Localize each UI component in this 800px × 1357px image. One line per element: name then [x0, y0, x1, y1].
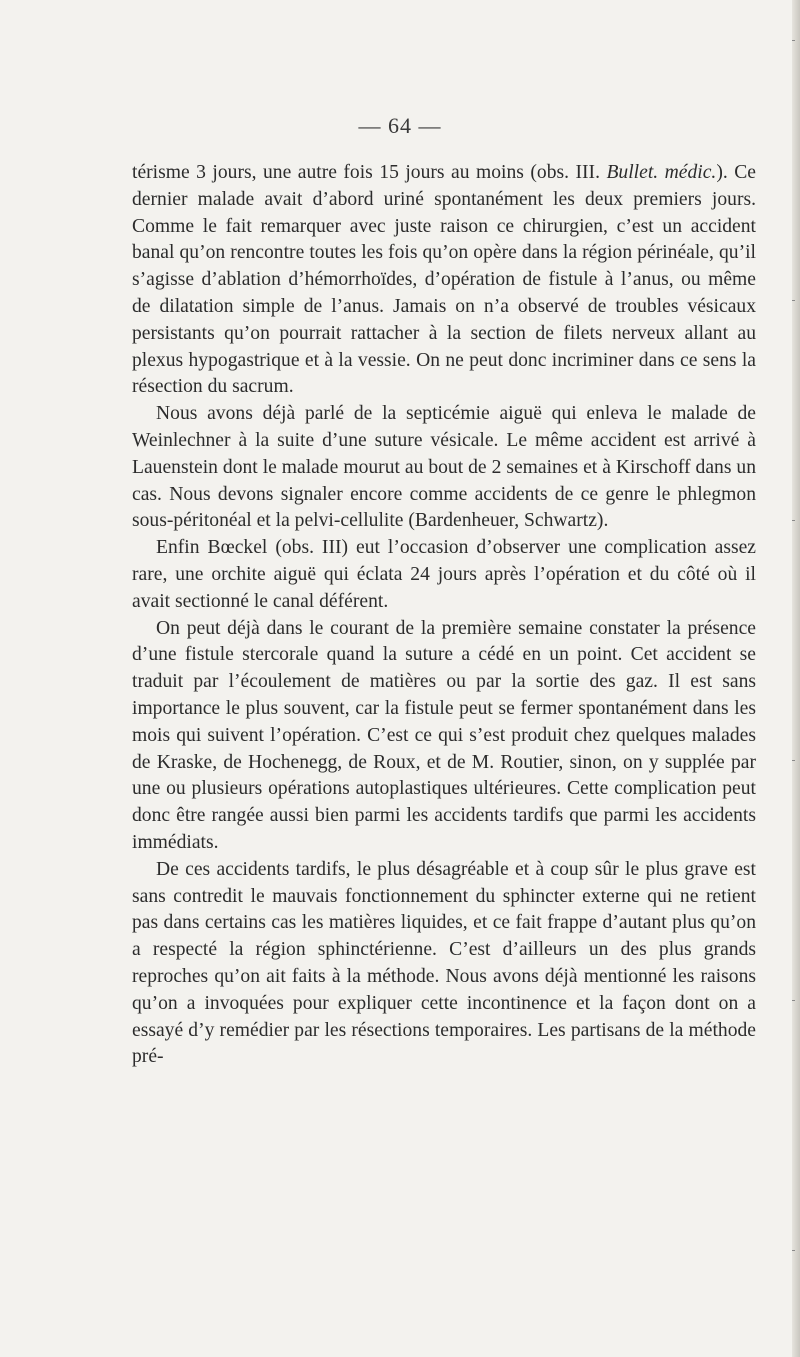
page-edge-shadow	[792, 0, 800, 1357]
body-text	[132, 160, 756, 1071]
paragraph-2: Nous avons déjà parlé de la septicémie aiguë qui enleva le malade de Weinlechner à la suite d’une suture vésicale. Le même accident est arrivé à Lauenstein dont le malade mourut au bout de 2 semaines et à Kirschoff dans un cas. Nous devons signaler encore comme accidents de ce genre le phlegmon sous-péritonéal et la pelvi-cellulite (Bardenheuer, Schwartz).	[132, 403, 756, 532]
edge-mark	[792, 1250, 795, 1251]
paragraph-text: térisme 3 jours, une autre fois 15 jours au moins (obs. III.	[132, 162, 607, 183]
edge-mark	[792, 40, 795, 41]
page-number-header: — 64 —	[358, 113, 442, 138]
paragraph-1	[132, 160, 756, 401]
edge-mark	[792, 300, 795, 301]
paragraph-4: On peut déjà dans le courant de la première semaine constater la présence d’une fistule stercorale quand la suture a cédé en un point. Cet accident se traduit par l’écoulement de matières ou par la sortie des gaz. Il est sans importance le plus souvent, car la fistule peut se fermer spontanément dans les mois qui suivent l’opération. C’est ce qui s’est produit chez quelques malades de Kraske, de Hochenegg, de Roux, et de M. Routier, sinon, on y supplée par une ou plusieurs opérations autoplastiques ultérieures. Cette complication peut donc être rangée aussi bien parmi les accidents tardifs que parmi les accidents immédiats.	[132, 617, 756, 853]
paragraph-3: Enfin Bœckel (obs. III) eut l’occasion d’observer une complication assez rare, une orchite aiguë qui éclata 24 jours après l’opération et du côté où il avait sectionné le canal déférent.	[132, 537, 756, 612]
paragraph-5: De ces accidents tardifs, le plus désagréable et à coup sûr le plus grave est sans contredit le mauvais fonctionnement du sphincter externe qui ne retient pas dans certains cas les matières liquides, et ce fait frappe d’autant plus qu’on a respecté la région sphinctérienne. C’est d’ailleurs un des plus grands reproches qu’on ait faits à la méthode. Nous avons déjà mentionné les raisons qu’on a invoquées pour expliquer cette incontinence et la façon dont on a essayé d’y remédier par les résections temporaires. Les partisans de la méthode pré-	[132, 858, 756, 1068]
edge-mark	[792, 520, 795, 521]
citation-italic: Bullet. médic.	[606, 162, 717, 183]
edge-mark	[792, 1000, 795, 1001]
edge-mark	[792, 760, 795, 761]
paragraph-text: ). Ce dernier malade avait d’abord uriné spontanément les deux premiers jours. Comme le fait remarquer avec juste raison ce chirurgien, c’est un accident banal qu’on rencontre toutes les fois qu’on opère dans la région périnéale, qu’il s’agisse d’ablation d’hémorrhoïdes, d’opération de fistule à l’anus, ou même de dilatation simple de l’anus. Jamais on n’a observé de troubles vésicaux persistants qu’on pourrait rattacher à la section de filets nerveux allant au plexus hypogastrique et à la vessie. On ne peut donc incriminer dans ce sens la résection du sacrum.	[132, 162, 756, 398]
